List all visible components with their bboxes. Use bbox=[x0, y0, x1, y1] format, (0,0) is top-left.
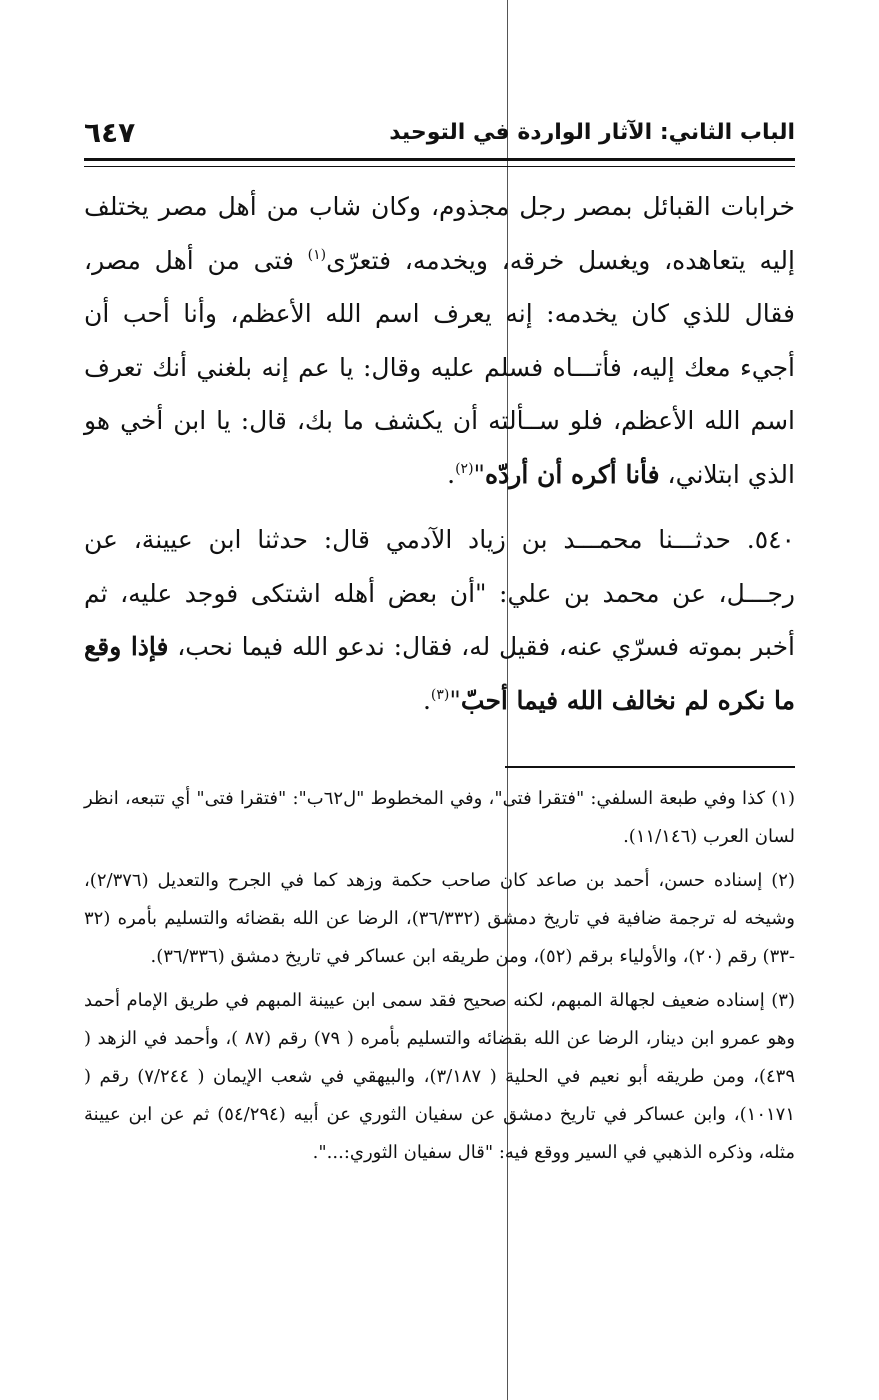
page-number: ٦٤٧ bbox=[84, 116, 136, 149]
footnote-1: (١) كذا وفي طبعة السلفي: "فتقرا فتى"، وفي المخطوط "ل٦٢ب": "فتقرا فتى" أي تتبعه، انظر لسان العرب (١١/١٤٦). bbox=[84, 788, 795, 847]
paragraph-1-emphasis: فأنا أكره أن أردّه bbox=[485, 459, 660, 489]
footnote-2: (٢) إسناده حسن، أحمد بن صاعد كان صاحب حكمة وزهد كما في الجرح والتعديل (٢/٣٧٦)، وشيخه له ترجمة ضافية في تاريخ دمشق (٣٦/٣٣٢)، الرضا عن الله بقضائه والتسليم بأمره (٣٢ -٣٣) رقم (٢٠)، والأولياء برقم (٥٢)، ومن طريقه ابن عساكر في تاريخ دمشق (٣٦/٣٣٦). bbox=[84, 870, 795, 967]
paragraph-2 bbox=[84, 513, 795, 727]
main-text bbox=[84, 180, 795, 727]
footnotes bbox=[84, 780, 795, 1178]
paragraph-1 bbox=[84, 180, 795, 501]
footnote-3: (٣) إسناده ضعيف لجهالة المبهم، لكنه صحيح فقد سمى ابن عيينة المبهم في طريق الإمام أحمد وهو عمرو ابن دينار، الرضا عن الله بقضائه والتسليم بأمره ( ٧٩) رقم (٨٧ )، وأحمد في الزهد ( ٤٣٩)، ومن طريقه أبو نعيم في الحلية ( ٣/١٨٧)، والبيهقي في شعب الإيمان ( ٧/٢٤٤) رقم ( ١٠١٧١)، وابن عساكر في تاريخ دمشق عن سفيان الثوري عن أبيه (٥٤/٢٩٤) ثم عن ابن عيينة مثله، وذكره الذهبي في السير ووقع فيه: "قال سفيان الثوري:...". bbox=[84, 990, 796, 1163]
paragraph-1-text-b: فتى من أهل مصر، فقال للذي كان يخدمه: إنه يعرف اسم الله الأعظم، وأنا أحب أن أجيء معك إليه، فأتـــاه فسلم عليه وقال: يا عم إنه بلغني أنك تعرف اسم الله الأعظم، فلو ســألته أن يكشف ما بك، قال: يا ابن أخي هو الذي ابتلاني، bbox=[84, 245, 795, 489]
paragraph-2-text-a: حدثـــنا محمـــد بن زياد الآدمي قال: حدثنا ابن عيينة، عن رجـــل، عن محمد بن علي: "أن بعض أهله اشتكى فوجد عليه، ثم أخبر بموته فسرّي عنه، فقيل له، فقال: ندعو الله فيما نحب، bbox=[84, 525, 795, 661]
paragraph-2-quote-mark: " bbox=[449, 685, 461, 715]
footnote-ref-3[interactable]: (٣) bbox=[430, 686, 450, 703]
chapter-title: الباب الثاني: الآثار الواردة في التوحيد bbox=[389, 120, 795, 145]
running-header bbox=[84, 116, 795, 156]
paragraph-1-quote-mark: " bbox=[473, 459, 486, 489]
narration-number: ٥٤٠. bbox=[746, 525, 795, 554]
paragraph-2-end: . bbox=[422, 685, 431, 715]
paragraph-1-text-a: خرابات القبائل بمصر رجل مجذوم، وكان شاب من أهل مصر يختلف إليه يتعاهده، ويغسل خرقه، ويخدمه، فتعرّى bbox=[84, 192, 795, 275]
footnote-separator bbox=[505, 766, 795, 768]
footnote-ref-2[interactable]: (٢) bbox=[455, 460, 474, 477]
header-rule bbox=[84, 158, 795, 167]
footnote-ref-1[interactable]: (١) bbox=[307, 246, 327, 263]
paragraph-2-emphasis: فإذا وقع ما نكره لم نخالف الله فيما أحبّ bbox=[84, 632, 795, 715]
paragraph-1-end: . bbox=[447, 459, 456, 489]
